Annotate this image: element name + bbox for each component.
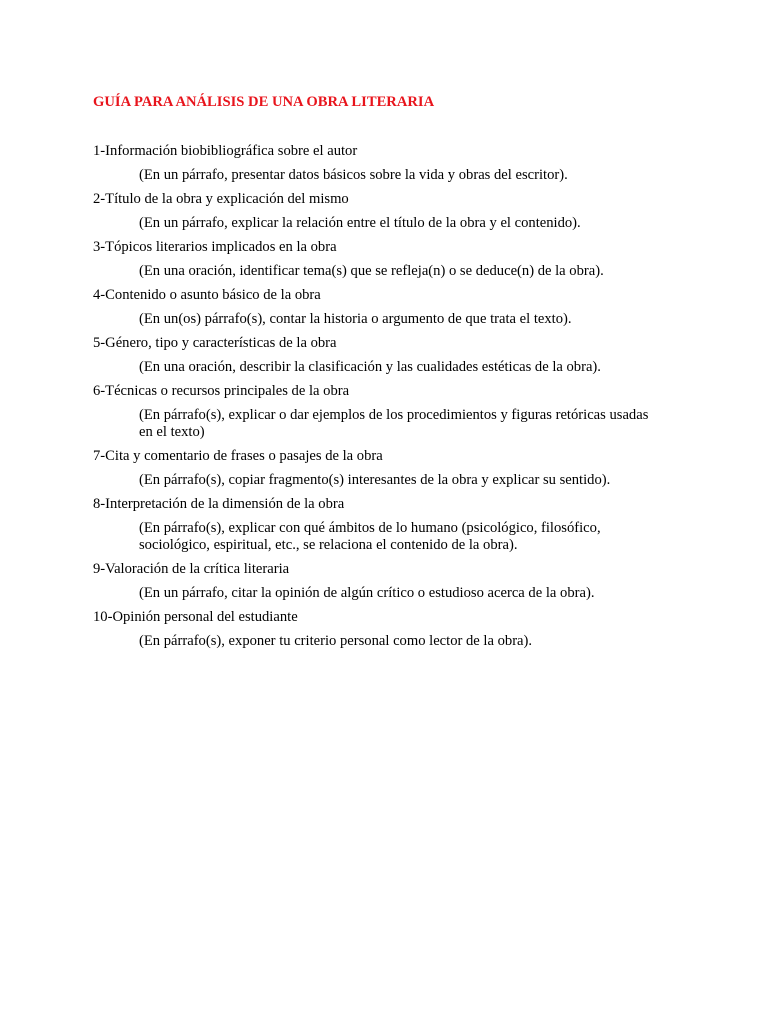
item-description: (En un(os) párrafo(s), contar la historia o argumento de que trata el texto).	[139, 311, 572, 327]
list-item	[93, 496, 693, 554]
list-item	[93, 561, 693, 602]
list-item	[93, 448, 693, 489]
item-description: (En un párrafo, explicar la relación entre el título de la obra y el contenido).	[139, 215, 581, 231]
list-item	[93, 239, 693, 280]
item-heading: 2-Título de la obra y explicación del mismo	[93, 191, 349, 207]
list-item	[93, 383, 693, 441]
item-description: (En párrafo(s), exponer tu criterio personal como lector de la obra).	[139, 633, 533, 649]
item-heading: 4-Contenido o asunto básico de la obra	[93, 287, 321, 303]
item-description: (En párrafo(s), copiar fragmento(s) interesantes de la obra y explicar su sentido).	[139, 472, 611, 488]
item-heading: 7-Cita y comentario de frases o pasajes de la obra	[93, 448, 383, 464]
guide-list	[93, 143, 693, 657]
list-item	[93, 335, 693, 376]
list-item	[93, 191, 693, 232]
item-heading: 1-Información biobibliográfica sobre el autor	[93, 143, 358, 159]
item-heading: 8-Interpretación de la dimensión de la obra	[93, 496, 345, 512]
item-heading: 3-Tópicos literarios implicados en la obra	[93, 239, 337, 255]
item-description: (En párrafo(s), explicar o dar ejemplos de los procedimientos y figuras retóricas usadas en el texto)	[139, 407, 649, 440]
list-item	[93, 287, 693, 328]
document-title: GUÍA PARA ANÁLISIS DE UNA OBRA LITERARIA	[93, 94, 435, 110]
item-heading: 10-Opinión personal del estudiante	[93, 609, 298, 625]
item-description: (En un párrafo, presentar datos básicos sobre la vida y obras del escritor).	[139, 167, 568, 183]
item-description: (En una oración, identificar tema(s) que se refleja(n) o se deduce(n) de la obra).	[139, 263, 604, 279]
item-description: (En una oración, describir la clasificación y las cualidades estéticas de la obra).	[139, 359, 601, 375]
item-description: (En un párrafo, citar la opinión de algún crítico o estudioso acerca de la obra).	[139, 585, 595, 601]
item-description: (En párrafo(s), explicar con qué ámbitos de lo humano (psicológico, filosófico, sociológico, espiritual, etc., se relaciona el contenido de la obra).	[139, 520, 601, 553]
item-heading: 6-Técnicas o recursos principales de la obra	[93, 383, 350, 399]
item-heading: 5-Género, tipo y características de la obra	[93, 335, 337, 351]
list-item	[93, 609, 693, 650]
item-heading: 9-Valoración de la crítica literaria	[93, 561, 290, 577]
list-item	[93, 143, 693, 184]
